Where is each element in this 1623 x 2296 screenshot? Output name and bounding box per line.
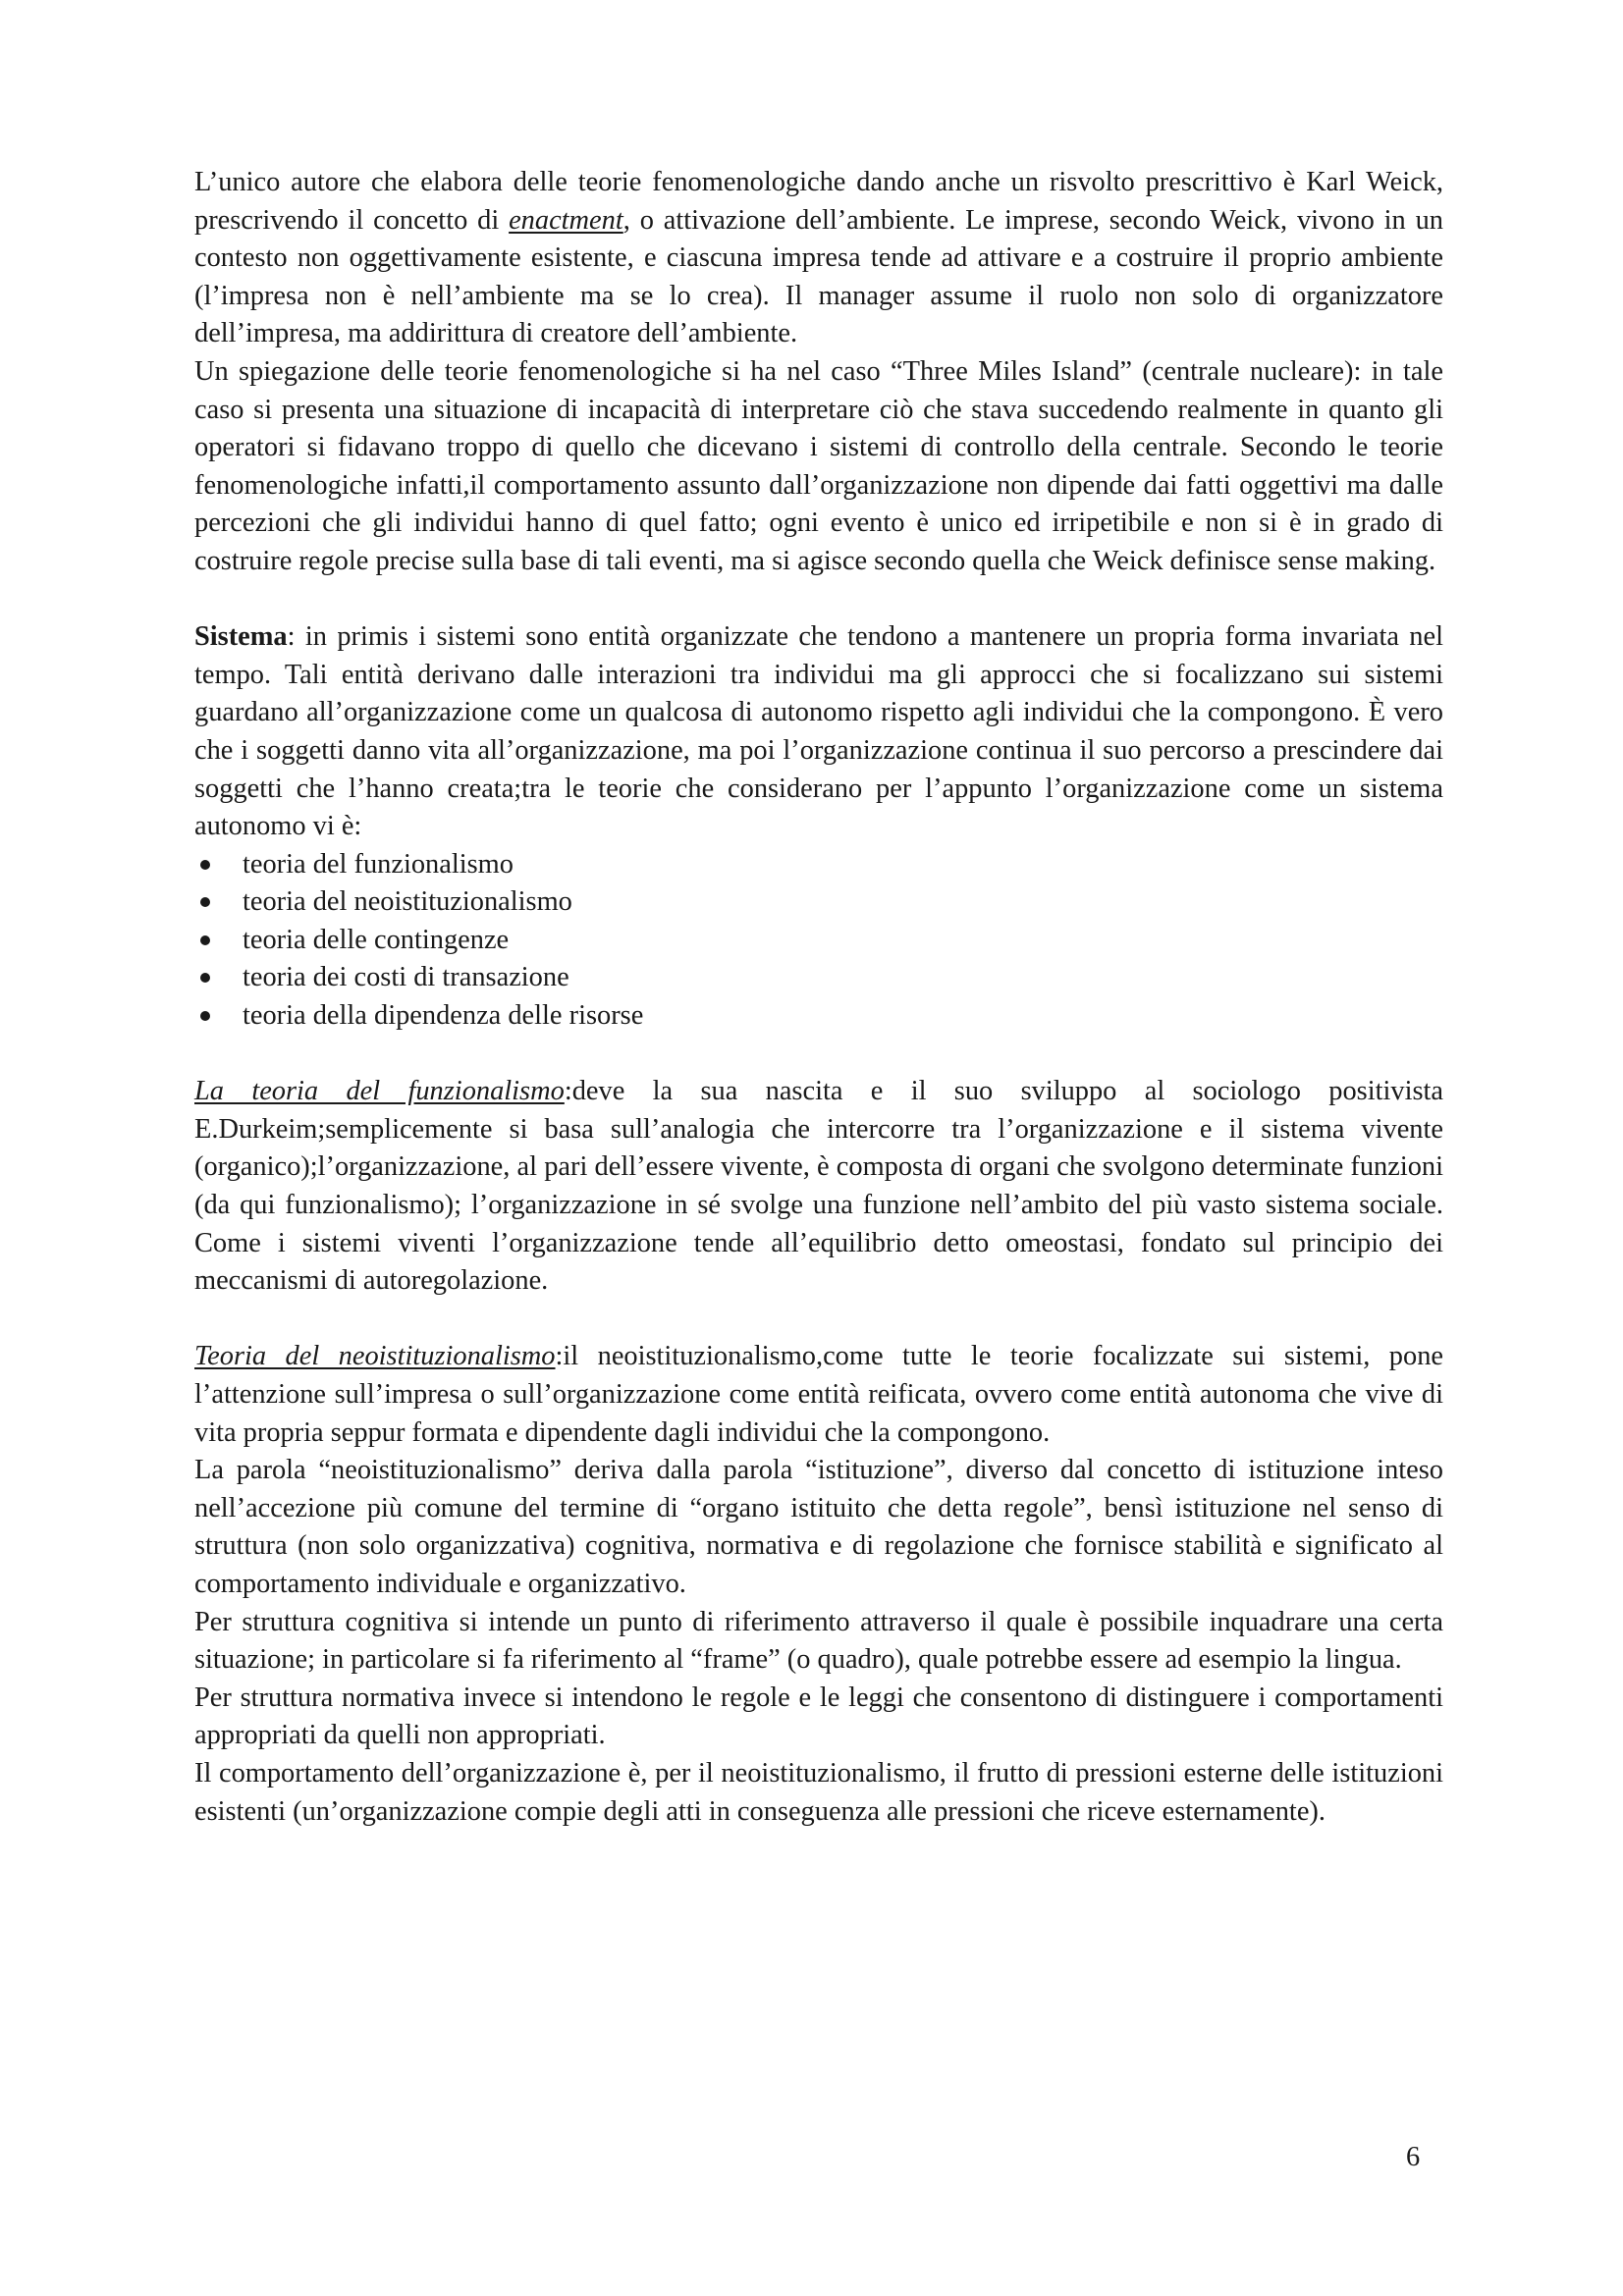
paragraph-gap [194, 1301, 1443, 1339]
page-number: 6 [1406, 2142, 1421, 2172]
paragraph-gap [194, 581, 1443, 619]
bullet-icon [200, 1011, 210, 1021]
list-item [194, 883, 1443, 922]
list-item-text: teoria delle contingenze [243, 924, 510, 955]
bullet-icon [200, 935, 210, 945]
list-item-text: teoria del neoistituzionalismo [243, 886, 572, 918]
list-item-text: teoria dei costi di transazione [243, 962, 569, 993]
struttura-normativa-paragraph: Per struttura normativa invece si intendono le regole e le leggi che consentono di distinguere i comportamenti appropriati da quelli non appropriati. [194, 1682, 1443, 1751]
bullet-icon [200, 860, 210, 870]
bullet-icon [200, 897, 210, 907]
sistema-body: : in primis i sistemi sono entità organizzate che tendono a mantenere un propria forma invariata nel tempo. Tali entità derivano dalle interazioni tra individui ma gli approcci che si focalizzano sui sistemi guardano all’organizzazione come un qualcosa di autonomo rispetto agli individui che la compongono. È vero che i soggetti danno vita all’organizzazione, ma poi l’organizzazione continua il suo percorso a prescindere dai soggetti che l’hanno creata;tra le teorie che considerano per l’appunto l’organizzazione come un sistema autonomo vi è: [194, 621, 1443, 842]
document-page [194, 164, 1443, 1831]
neoistituzionalismo-paragraph [194, 1338, 1443, 1452]
sistema-heading: Sistema [194, 621, 288, 653]
funzionalismo-paragraph [194, 1073, 1443, 1301]
funzionalismo-heading: La teoria del funzionalismo [194, 1076, 565, 1107]
funzionalismo-body: :deve la sua nascita e il suo sviluppo al sociologo positivista E.Durkeim;semplicemente si basa sull’analogia che intercorre tra l’organizzazione e il sistema vivente (organico);l’organizzazione, al pari dell’essere vivente, è composta di organi che svolgono determinate funzioni (da qui funzionalismo); l’organizzazione in sé svolge una funzione nell’ambito del più vasto sistema sociale. Come i sistemi viventi l’organizzazione tende all’equilibrio detto omeostasi, fondato sul principio dei meccanismi di autoregolazione. [194, 1076, 1443, 1297]
sistema-paragraph [194, 618, 1443, 846]
list-item-text: teoria della dipendenza delle risorse [243, 1000, 644, 1032]
weick-text-start: L’unico autore che elabora delle teorie fenomenologiche dando anche un risvolto prescrittivo è Karl Weick, prescrivendo il concetto di [194, 167, 1443, 236]
neoistituzionalismo-body: :il neoistituzionalismo,come tutte le teorie focalizzate sui sistemi, pone l’attenzione sull’impresa o sull’organizzazione come entità reificata, ovvero come entità autonoma che vive di vita propria seppur formata e dipendente dagli individui che la compongono. [194, 1341, 1443, 1448]
comportamento-paragraph: Il comportamento dell’organizzazione è, per il neoistituzionalismo, il frutto di pressioni esterne delle istituzioni esistenti (un’organizzazione compie degli atti in conseguenza alle pressioni che riceve esternamente). [194, 1757, 1443, 1827]
struttura-cognitiva-paragraph: Per struttura cognitiva si intende un punto di riferimento attraverso il quale è possibile inquadrare una certa situazione; in particolare si fa riferimento al “frame” (o quadro), quale potrebbe essere ad esempio la lingua. [194, 1606, 1443, 1676]
weick-paragraph [194, 164, 1443, 353]
paragraph-gap [194, 1036, 1443, 1074]
list-item [194, 922, 1443, 960]
list-item [194, 959, 1443, 997]
theories-list [194, 846, 1443, 1036]
enactment-term: enactment [509, 204, 623, 236]
neoistituzionalismo-heading: Teoria del neoistituzionalismo [194, 1341, 556, 1372]
weick-text-end: , o attivazione dell’ambiente. Le imprese, secondo Weick, vivono in un contesto non oggettivamente esistente, e ciascuna impresa tende ad attivare e a costruire il proprio ambiente (l’impresa non è nell’ambiente ma se lo crea). Il manager assume il ruolo non solo di organizzatore dell’impresa, ma addirittura di creatore dell’ambiente. [194, 204, 1443, 349]
istituzione-paragraph: La parola “neoistituzionalismo” deriva dalla parola “istituzione”, diverso dal concetto di istituzione inteso nell’accezione più comune del termine di “organo istituito che detta regole”, bensì istituzione nel senso di struttura (non solo organizzativa) cognitiva, normativa e di regolazione che fornisce stabilità e significato al comportamento individuale e organizzativo. [194, 1455, 1443, 1599]
three-miles-island-paragraph: Un spiegazione delle teorie fenomenologiche si ha nel caso “Three Miles Island” (centrale nucleare): in tale caso si presenta una situazione di incapacità di interpretare ciò che stava succedendo realmente in quanto gli operatori si fidavano troppo di quello che dicevano i sistemi di controllo della centrale. Secondo le teorie fenomenologiche infatti,il comportamento assunto dall’organizzazione non dipende dai fatti oggettivi ma dalle percezioni che gli individui hanno di quel fatto; ogni evento è unico ed irripetibile e non si è in grado di costruire regole precise sulla base di tali eventi, ma si agisce secondo quella che Weick definisce sense making. [194, 355, 1443, 576]
list-item-text: teoria del funzionalismo [243, 848, 514, 880]
list-item [194, 846, 1443, 884]
bullet-icon [200, 973, 210, 983]
list-item [194, 997, 1443, 1036]
